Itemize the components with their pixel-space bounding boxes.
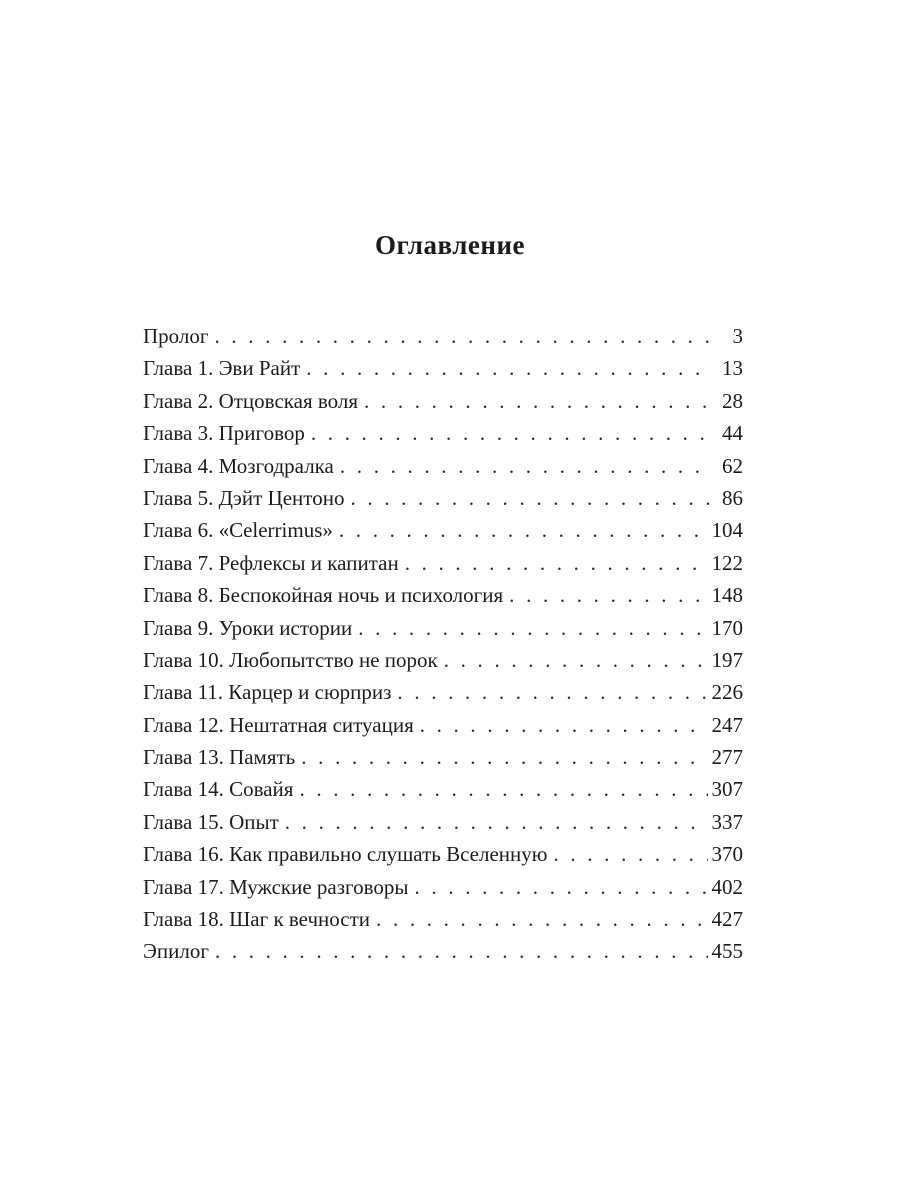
toc-entry-chapter-13 — [143, 741, 743, 773]
toc-page-number: 307 — [711, 777, 743, 802]
toc-entry-title: Глава 4. Мозгодралка — [143, 453, 334, 478]
dot-leader — [553, 838, 707, 870]
toc-page-number: 122 — [711, 550, 743, 575]
dot-leader — [214, 320, 713, 352]
dot-leader — [299, 773, 707, 805]
dot-leader — [339, 514, 708, 546]
toc-entry-title: Глава 16. Как правильно слушать Вселенную — [143, 842, 548, 867]
toc-entry-title: Глава 12. Нештатная ситуация — [143, 712, 414, 737]
toc-entry-chapter-10 — [143, 644, 743, 676]
dot-leader — [306, 352, 713, 384]
toc-page-number: 28 — [722, 388, 743, 413]
toc-entry-title: Глава 1. Эви Райт — [143, 356, 301, 381]
toc-entry-chapter-2 — [143, 385, 743, 417]
toc-page-number: 247 — [711, 712, 743, 737]
toc-entry-title: Глава 9. Уроки истории — [143, 615, 353, 640]
toc-entry-prologue — [143, 320, 743, 352]
toc-entry-title: Глава 8. Беспокойная ночь и психология — [143, 583, 504, 608]
dot-leader — [311, 417, 713, 449]
toc-entry-title: Пролог — [143, 324, 209, 348]
dot-leader — [364, 385, 713, 417]
toc-entry-chapter-16 — [143, 838, 743, 870]
dot-leader — [340, 450, 713, 482]
toc-entry-title: Глава 11. Карцер и сюрприз — [143, 680, 392, 705]
toc-entry-title: Глава 15. Опыт — [143, 809, 279, 834]
toc-page-number: 148 — [711, 583, 743, 608]
toc-entry-chapter-9 — [143, 612, 743, 644]
toc-page-number: 44 — [722, 421, 743, 446]
toc-entry-chapter-17 — [143, 871, 743, 903]
toc-page-number: 455 — [711, 939, 743, 964]
dot-leader — [509, 579, 707, 611]
dot-leader — [301, 741, 707, 773]
dot-leader — [405, 547, 708, 579]
toc-entry-chapter-1 — [143, 352, 743, 384]
toc-entry-chapter-4 — [143, 450, 743, 482]
dot-leader — [397, 676, 707, 708]
toc-entry-chapter-14 — [143, 773, 743, 805]
toc-entry-chapter-8 — [143, 579, 743, 611]
toc-page-number: 86 — [722, 485, 743, 510]
toc-page-number: 402 — [711, 874, 743, 899]
dot-leader — [285, 806, 708, 838]
toc-page-number: 104 — [711, 518, 743, 543]
dot-leader — [420, 709, 708, 741]
dot-leader — [350, 482, 713, 514]
toc-entry-chapter-15 — [143, 806, 743, 838]
toc-page-number: 13 — [722, 356, 743, 381]
toc-entry-title: Глава 5. Дэйт Центоно — [143, 485, 345, 510]
toc-entry-chapter-12 — [143, 709, 743, 741]
toc-entry-chapter-3 — [143, 417, 743, 449]
toc-entry-epilogue — [143, 935, 743, 967]
toc-entry-title: Эпилог — [143, 939, 209, 964]
toc-page-number: 3 — [732, 324, 743, 348]
dot-leader — [358, 612, 707, 644]
toc-entry-chapter-18 — [143, 903, 743, 935]
toc-entry-title: Глава 13. Память — [143, 745, 296, 770]
toc-entry-chapter-11 — [143, 676, 743, 708]
toc-page-number: 277 — [711, 745, 743, 770]
toc-page-number: 427 — [711, 907, 743, 932]
dot-leader — [415, 871, 708, 903]
toc-entry-title: Глава 2. Отцовская воля — [143, 388, 359, 413]
dot-leader — [444, 644, 708, 676]
table-of-contents — [143, 320, 743, 968]
toc-entry-title: Глава 14. Совайя — [143, 777, 294, 802]
toc-page-number: 197 — [711, 647, 743, 672]
toc-entry-title: Глава 17. Мужские разговоры — [143, 874, 409, 899]
toc-entry-chapter-6 — [143, 514, 743, 546]
toc-page-number: 170 — [711, 615, 743, 640]
toc-entry-chapter-5 — [143, 482, 743, 514]
toc-entry-chapter-7 — [143, 547, 743, 579]
dot-leader — [376, 903, 707, 935]
toc-page-number: 226 — [711, 680, 743, 705]
toc-entry-title: Глава 7. Рефлексы и капитан — [143, 550, 399, 575]
toc-page-number: 62 — [722, 453, 743, 478]
toc-entry-title: Глава 6. «Celerrimus» — [143, 518, 333, 543]
page-title: Оглавление — [375, 230, 525, 260]
toc-page-number: 370 — [711, 842, 743, 867]
dot-leader — [215, 935, 708, 967]
toc-entry-title: Глава 3. Приговор — [143, 421, 305, 446]
toc-page-number: 337 — [711, 809, 743, 834]
toc-entry-title: Глава 10. Любопытство не порок — [143, 647, 438, 672]
toc-entry-title: Глава 18. Шаг к вечности — [143, 907, 371, 932]
